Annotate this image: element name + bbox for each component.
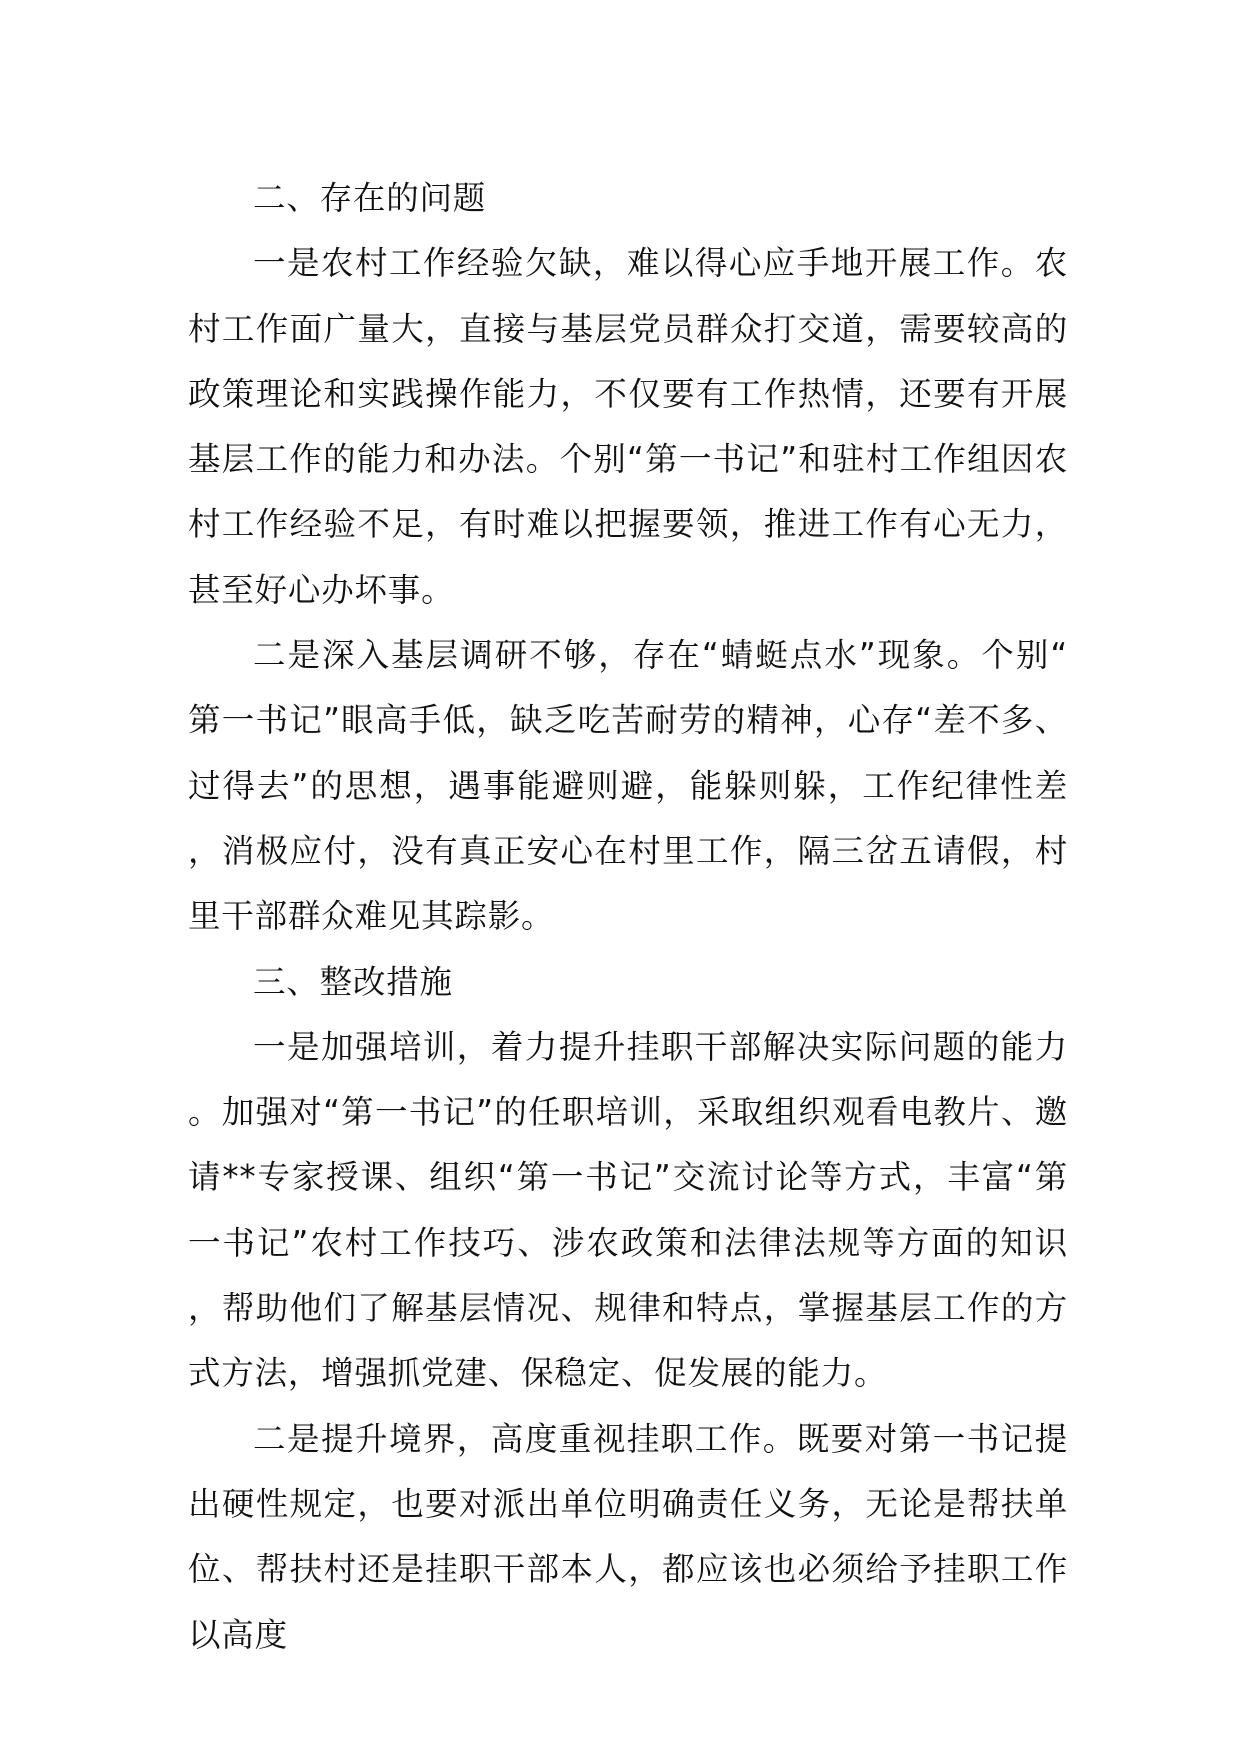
section-heading-problems: 二、存在的问题 xyxy=(253,179,487,217)
paragraph-lack-of-experience: 一是农村工作经验欠缺，难以得心应手地开展工作。农村工作面广量大，直接与基层党员群众打交道，需要较高的政策理论和实践操作能力，不仅要有工作热情，还要有开展基层工作的能力和办法。个别“第一书记”和驻村工作组因农村工作经验不足，有时难以把握要领，推进工作有心无力，甚至好心办坏事。 xyxy=(188,244,1068,609)
document-page xyxy=(188,166,1068,1668)
paragraph-raise-awareness: 二是提升境界，高度重视挂职工作。既要对第一书记提出硬性规定，也要对派出单位明确责任义务，无论是帮扶单位、帮扶村还是挂职干部本人，都应该也必须给予挂职工作以高度 xyxy=(188,1419,1068,1654)
section-heading-measures: 三、整改措施 xyxy=(253,962,453,1001)
paragraph-insufficient-research: 二是深入基层调研不够，存在“蜻蜓点水”现象。个别“第一书记”眼高手低，缺乏吃苦耐劳的精神，心存“差不多、过得去”的思想，遇事能避则避，能躲则躲，工作纪律性差，消极应付，没有真正安心在村里工作，隔三岔五请假，村里干部群众难见其踪影。 xyxy=(188,636,1068,936)
paragraph-strengthen-training: 一是加强培训，着力提升挂职干部解决实际问题的能力。加强对“第一书记”的任职培训，采取组织观看电教片、邀请**专家授课、组织“第一书记”交流讨论等方式，丰富“第一书记”农村工作技巧、涉农政策和法律法规等方面的知识，帮助他们了解基层情况、规律和特点，掌握基层工作的方式方法，增强抓党建、保稳定、促发展的能力。 xyxy=(188,1027,1068,1393)
